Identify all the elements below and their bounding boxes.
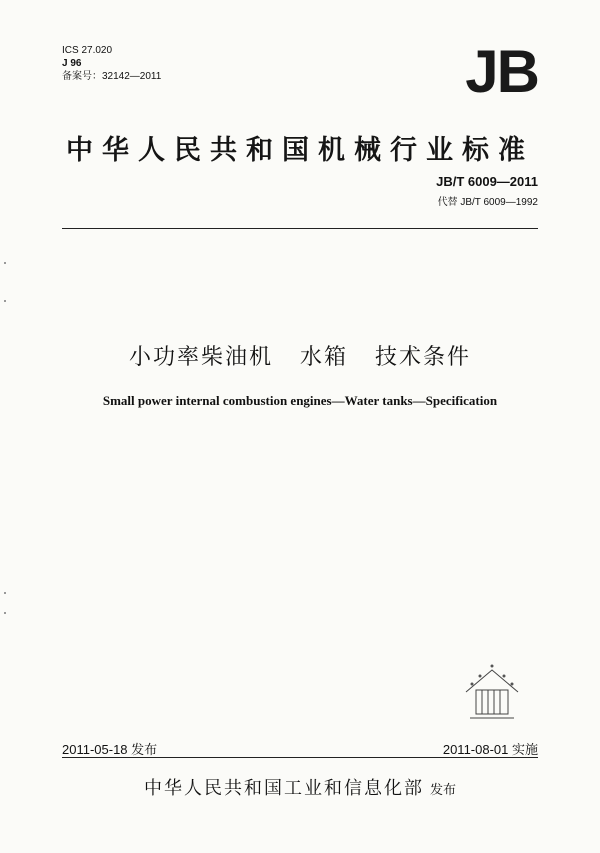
implementation-date: 2011-08-01 实施 <box>442 742 538 757</box>
library-stamp-icon <box>458 662 526 726</box>
replaces-standard: 代替 JB/T 6009—1992 <box>437 197 538 208</box>
scan-speck <box>4 262 6 264</box>
issue-date: 2011-05-18 发布 <box>62 742 158 757</box>
document-title-chinese: 小功率柴油机 水箱 技术条件 <box>129 345 471 370</box>
jb-logo: JB <box>465 38 538 105</box>
industry-standard-title: 中华人民共和国机械行业标准 <box>66 135 534 166</box>
standard-number: JB/T 6009—2011 <box>436 174 538 189</box>
issuer-verb: 发布 <box>429 783 456 798</box>
ics-code: ICS 27.020 <box>62 45 113 56</box>
bottom-divider <box>62 757 538 758</box>
scan-speck <box>4 592 6 594</box>
scan-speck <box>4 300 6 302</box>
issuing-authority <box>0 774 600 800</box>
filing-number: 备案号：32142—2011 <box>62 71 162 82</box>
top-divider <box>62 228 538 229</box>
document-title-english: Small power internal combustion engines—Water tanks—Specification <box>102 393 498 408</box>
scan-speck <box>4 612 6 614</box>
issuer-name: 中华人民共和国工业和信息化部 <box>143 778 424 799</box>
ccs-code: J 96 <box>62 58 82 69</box>
